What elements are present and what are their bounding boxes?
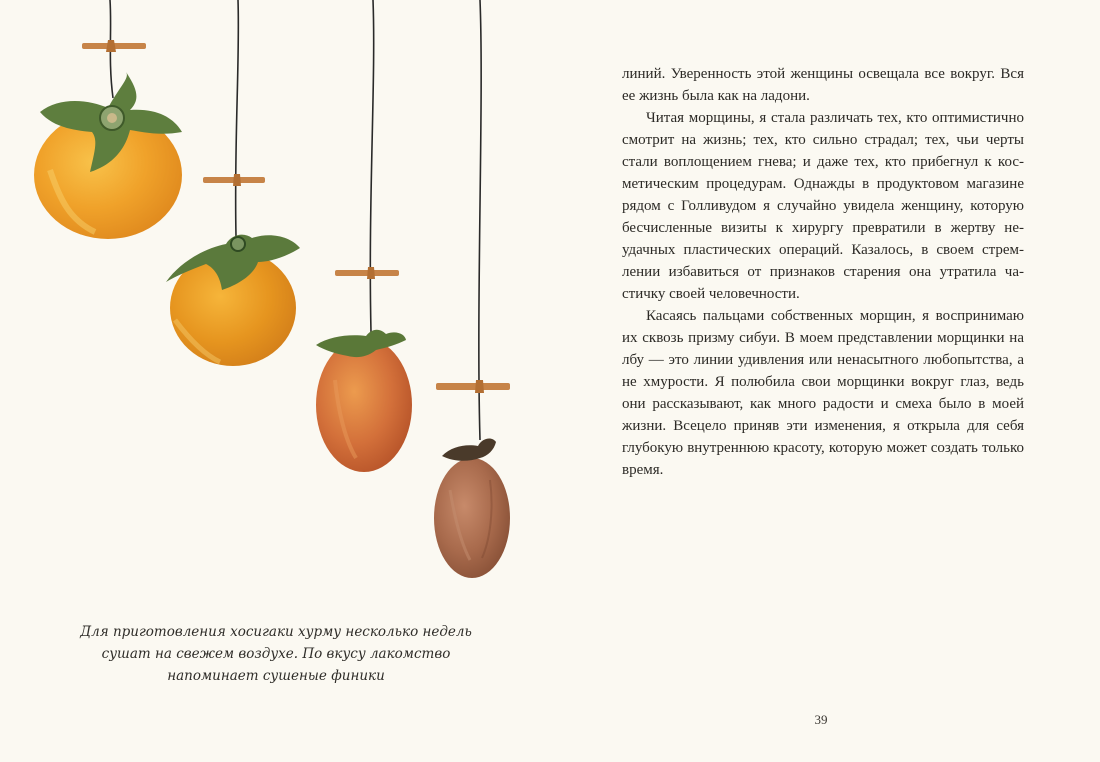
fruit-body — [316, 338, 412, 472]
caption-line: сушат на свежем воздухе. По вкусу лакомство — [101, 646, 451, 662]
ribbon-knot — [106, 40, 116, 52]
ribbon — [436, 383, 510, 390]
fruit-body — [434, 458, 510, 578]
persimmon-ripe — [166, 0, 300, 366]
paragraph: линий. Уверенность этой женщины освещала все вокруг. Вся ее жизнь была как на ладони. — [622, 66, 1024, 104]
hanging-persimmons-illustration — [0, 0, 600, 600]
caption-line: Для приготовления хосигаки хурму несколько недель — [80, 624, 472, 640]
caption-line: напоминает сушеные финики — [167, 668, 385, 684]
persimmon-fresh — [34, 0, 182, 239]
hanging-string — [370, 0, 373, 332]
page-number: 39 — [814, 712, 828, 727]
hanging-string — [479, 0, 481, 440]
paragraph: Касаясь пальцами собственных морщин, я воспринимаю их сквозь призму сибуи. В моем представлении морщинки на лбу — это линии удивления или ненасытного любопытства, а не хмурости. Я полюбила свои морщинки вокруг глаз, ведь они рассказывают, как много радости и смеха было в моей жизни. Всецело приняв эти изменения, я открыла для себя глубокую внутреннюю красоту, которую может создать только время. — [622, 308, 1024, 478]
paragraph: Читая морщины, я стала различать тех, кто оптимистично смотрит на жизнь; тех, кто сильно страдал; тех, чьи черты стали воплощением гнева; и даже тех, кто прибегнул к косметическим процедурам. Однажды в продуктовом магазине рядом с Голливудом я случайно увидела женщину, которую бесчисленные визиты к хирургу превратили в жертву неудачных пластических операций. Казалось, в своем стремлении избавиться от признаков старения она утратила частичку своей человечности. — [622, 110, 1024, 302]
persimmon-drying — [316, 0, 412, 472]
persimmon-dried — [434, 0, 510, 578]
body-text — [622, 63, 1024, 481]
illustration-caption — [60, 621, 492, 687]
ribbon — [335, 270, 399, 276]
calyx-leaves — [442, 439, 496, 461]
hanging-string — [236, 0, 239, 236]
